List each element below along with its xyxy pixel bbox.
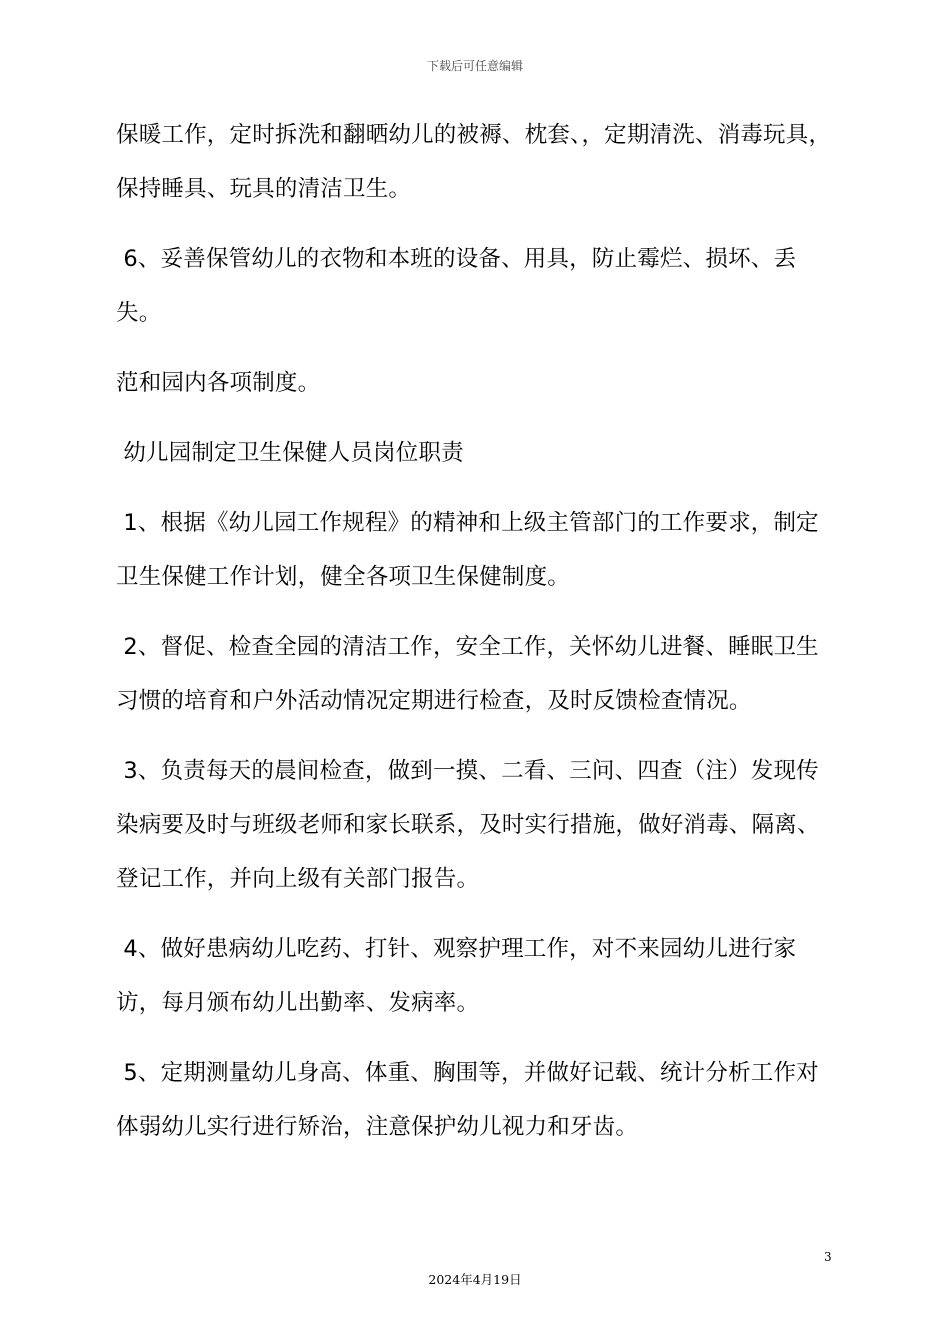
page-number: 3 <box>824 1250 832 1264</box>
paragraph-1: 保暖工作，定时拆洗和翻晒幼儿的被褥、枕套、，定期清洗、消毒玩具，保持睡具、玩具的清洁卫生。 <box>116 122 832 202</box>
paragraph-2: 6、妥善保管幼儿的衣物和本班的设备、用具，防止霉烂、损坏、丢失。 <box>116 246 797 326</box>
page-header-note: 下载后可任意编辑 <box>426 59 523 73</box>
section-heading: 幼儿园制定卫生保健人员岗位职责 <box>116 440 464 466</box>
paragraph-6: 3、负责每天的晨间检查，做到一摸、二看、三问、四查（注）发现传染病要及时与班级老师和家长联系，及时实行措施，做好消毒、隔离、登记工作，并向上级有关部门报告。 <box>116 758 820 892</box>
footer-date: 2024年4月19日 <box>428 1272 522 1287</box>
paragraph-3: 范和园内各项制度。 <box>116 370 321 396</box>
paragraph-8: 5、定期测量幼儿身高、体重、胸围等，并做好记载、统计分析工作对体弱幼儿实行进行矫治，注意保护幼儿视力和牙齿。 <box>116 1060 819 1140</box>
paragraph-4: 1、根据《幼儿园工作规程》的精神和上级主管部门的工作要求，制定卫生保健工作计划，健全各项卫生保健制度。 <box>116 510 819 590</box>
document-body <box>116 108 836 1170</box>
paragraph-5: 2、督促、检查全园的清洁工作，安全工作，关怀幼儿进餐、睡眠卫生习惯的培育和户外活动情况定期进行检查，及时反馈检查情况。 <box>116 634 819 714</box>
paragraph-7: 4、做好患病幼儿吃药、打针、观察护理工作，对不来园幼儿进行家访，每月颁布幼儿出勤率、发病率。 <box>116 936 797 1016</box>
